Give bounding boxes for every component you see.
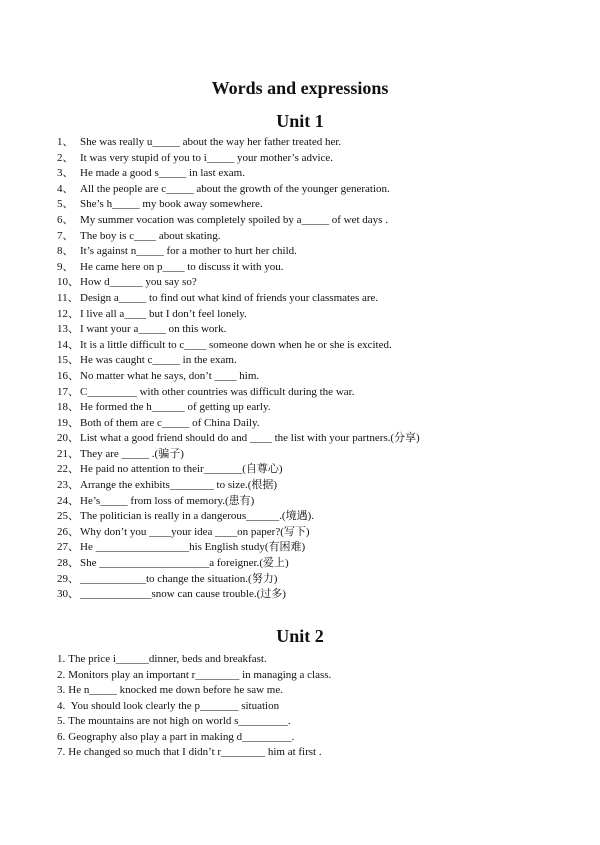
exercise-item — [57, 244, 420, 260]
exercise-number: 20、 — [57, 432, 79, 445]
exercise-item — [57, 540, 420, 556]
exercise-sentence: Geography also play a part in making d_________. — [68, 730, 295, 743]
exercise-number: 17、 — [57, 385, 79, 398]
exercise-sentence: They are _____ .(骗子) — [80, 447, 184, 460]
exercise-number: 29、 — [57, 572, 79, 585]
unit-2-heading: Unit 2 — [276, 626, 324, 646]
exercise-sentence: List what a good friend should do and ____ the list with your partners.(分享) — [80, 432, 420, 445]
exercise-sentence: He was caught c_____ in the exam. — [80, 354, 237, 367]
exercise-sentence: He _________________his English study(有困难) — [80, 541, 306, 554]
exercise-sentence: You should look clearly the p_______ situation — [68, 699, 280, 712]
exercise-number: 4. — [57, 699, 66, 712]
exercise-sentence: He paid no attention to their_______(自尊心) — [80, 463, 283, 476]
exercise-item — [57, 668, 331, 684]
exercise-sentence: She ____________________a foreigner.(爱上) — [80, 557, 289, 570]
exercise-sentence: He came here on p____ to discuss it with you. — [80, 260, 284, 273]
exercise-item — [57, 745, 331, 761]
exercise-sentence: It is a little difficult to c____ someone down when he or she is excited. — [80, 338, 392, 351]
exercise-sentence: Both of them are c_____ of China Daily. — [80, 416, 260, 429]
exercise-number: 4、 — [57, 182, 74, 195]
exercise-item — [57, 338, 420, 354]
exercise-sentence: I live all a____ but I don’t feel lonely. — [80, 307, 247, 320]
exercise-sentence: The price i______dinner, beds and breakfast. — [68, 653, 267, 665]
exercise-item — [57, 416, 420, 432]
exercise-number: 12、 — [57, 307, 79, 320]
exercise-number: 11、 — [57, 291, 79, 304]
exercise-number: 21、 — [57, 447, 79, 460]
exercise-item — [57, 462, 420, 478]
exercise-sentence: He n_____ knocked me down before he saw me. — [68, 684, 283, 696]
exercise-item — [57, 447, 420, 463]
exercise-item — [57, 197, 420, 213]
exercise-number: 28、 — [57, 557, 79, 570]
exercise-number: 27、 — [57, 541, 79, 554]
exercise-sentence: My summer vocation was completely spoiled by a_____ of wet days . — [80, 213, 388, 226]
exercise-sentence: He formed the h______ of getting up early. — [80, 401, 271, 414]
exercise-item — [57, 353, 420, 369]
exercise-item — [57, 151, 420, 167]
exercise-number: 6、 — [57, 213, 74, 226]
exercise-number: 8、 — [57, 245, 74, 258]
exercise-sentence: It’s against n_____ for a mother to hurt her child. — [80, 245, 297, 258]
exercise-item — [57, 291, 420, 307]
exercise-number: 5. — [57, 715, 66, 727]
exercise-item — [57, 494, 420, 510]
exercise-number: 5、 — [57, 198, 74, 211]
exercise-item — [57, 714, 331, 730]
exercise-item — [57, 730, 331, 746]
exercise-item — [57, 322, 420, 338]
unit-1-exercise-list — [57, 135, 420, 603]
exercise-item — [57, 525, 420, 541]
exercise-sentence: Why don’t you ____your idea ____on paper?(写下) — [80, 525, 310, 538]
exercise-number: 23、 — [57, 479, 79, 492]
exercise-number: 25、 — [57, 510, 79, 523]
exercise-sentence: He made a good s_____ in last exam. — [80, 167, 245, 180]
exercise-number: 3. — [57, 684, 66, 696]
exercise-sentence: She’s h_____ my book away somewhere. — [80, 198, 263, 211]
exercise-sentence: He’s_____ from loss of memory.(患有) — [80, 494, 255, 507]
exercise-item — [57, 260, 420, 276]
exercise-number: 1、 — [57, 136, 74, 148]
exercise-number: 15、 — [57, 354, 79, 367]
exercise-item — [57, 556, 420, 572]
exercise-number: 7、 — [57, 229, 74, 242]
exercise-item — [57, 385, 420, 401]
exercise-sentence: How d______ you say so? — [80, 276, 197, 289]
exercise-sentence: C_________ with other countries was difficult during the war. — [80, 385, 355, 398]
exercise-number: 13、 — [57, 323, 79, 336]
exercise-number: 14、 — [57, 338, 79, 351]
exercise-sentence: Monitors play an important r________ in managing a class. — [68, 668, 332, 681]
exercise-number: 2、 — [57, 151, 74, 164]
exercise-item — [57, 572, 420, 588]
exercise-number: 6. — [57, 730, 66, 743]
exercise-number: 19、 — [57, 416, 79, 429]
unit-1-heading: Unit 1 — [276, 111, 324, 131]
exercise-sentence: It was very stupid of you to i_____ your mother’s advice. — [80, 151, 334, 164]
exercise-sentence: All the people are c_____ about the growth of the younger generation. — [80, 182, 390, 195]
exercise-item — [57, 478, 420, 494]
exercise-number: 18、 — [57, 401, 79, 414]
exercise-number: 2. — [57, 668, 66, 681]
exercise-item — [57, 182, 420, 198]
exercise-sentence: Design a_____ to find out what kind of friends your classmates are. — [80, 291, 379, 304]
exercise-number: 22、 — [57, 463, 79, 476]
exercise-number: 9、 — [57, 260, 74, 273]
exercise-item — [57, 135, 420, 151]
exercise-item — [57, 369, 420, 385]
unit-2-exercise-list — [57, 652, 331, 761]
exercise-number: 16、 — [57, 369, 79, 382]
exercise-sentence: No matter what he says, don’t ____ him. — [80, 369, 260, 382]
exercise-item — [57, 431, 420, 447]
exercise-sentence: The mountains are not high on world s_________. — [68, 715, 291, 727]
exercise-number: 26、 — [57, 525, 79, 538]
exercise-number: 1. — [57, 653, 66, 665]
exercise-item — [57, 166, 420, 182]
exercise-number: 7. — [57, 746, 66, 758]
exercise-number: 3、 — [57, 167, 74, 180]
exercise-number: 24、 — [57, 494, 79, 507]
exercise-item — [57, 275, 420, 291]
exercise-sentence: The boy is c____ about skating. — [80, 229, 221, 242]
exercise-sentence: She was really u_____ about the way her father treated her. — [80, 136, 342, 148]
exercise-sentence: Arrange the exhibits________ to size.(根据) — [80, 479, 278, 492]
exercise-item — [57, 213, 420, 229]
exercise-sentence: He changed so much that I didn’t r________ him at first . — [68, 746, 322, 758]
exercise-item — [57, 652, 331, 668]
exercise-item — [57, 587, 420, 603]
exercise-sentence: ____________to change the situation.(努力) — [80, 572, 278, 585]
exercise-item — [57, 307, 420, 323]
exercise-number: 10、 — [57, 276, 79, 289]
exercise-item — [57, 683, 331, 699]
exercise-item — [57, 699, 331, 715]
exercise-sentence: I want your a_____ on this work. — [80, 323, 227, 336]
exercise-sentence: The politician is really in a dangerous______.(境遇). — [80, 510, 314, 523]
exercise-item — [57, 229, 420, 245]
page-title: Words and expressions — [211, 78, 389, 98]
exercise-sentence: _____________snow can cause trouble.(过多) — [80, 588, 286, 601]
exercise-item — [57, 400, 420, 416]
exercise-item — [57, 509, 420, 525]
exercise-number: 30、 — [57, 588, 79, 601]
